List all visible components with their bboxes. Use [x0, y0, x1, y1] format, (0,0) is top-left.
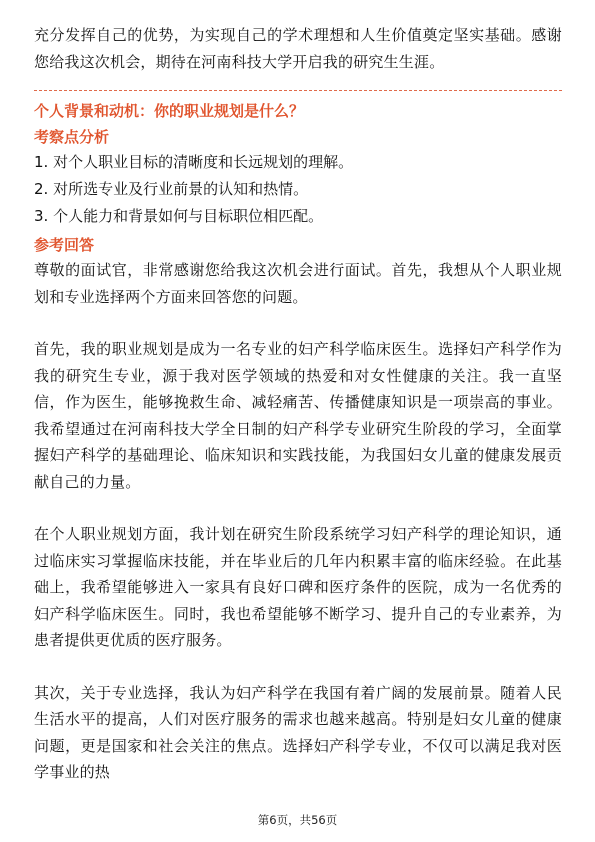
answer-paragraph: 在个人职业规划方面，我计划在研究生阶段系统学习妇产科学的理论知识，通过临床实习掌握临床技能，并在毕业后的几年内积累丰富的临床经验。在此基础上，我希望能够进入一家具有良好口碑和医疗条件的医院，成为一名优秀的妇产科学临床医生。同时，我也希望能够不断学习、提升自己的专业素养，为患者提供更优质的医疗服务。 — [34, 525, 562, 649]
answer-paragraph: 其次，关于专业选择，我认为妇产科学在我国有着广阔的发展前景。随着人民生活水平的提高，人们对医疗服务的需求也越来越高。特别是妇女儿童的健康问题，更是国家和社会关注的焦点。选择妇产科学专业，不仅可以满足我对医学事业的热 — [34, 683, 562, 781]
section-divider — [34, 90, 562, 91]
answer-paragraph: 首先，我的职业规划是成为一名专业的妇产科学临床医生。选择妇产科学作为我的研究生专业，源于我对医学领域的热爱和对女性健康的关注。我一直坚信，作为医生，能够挽救生命、减轻痛苦、传播健康知识是一项崇高的事业。我希望通过在河南科技大学全日制的妇产科学专业研究生阶段的学习，全面掌握妇产科学的基础理论、临床知识和实践技能，为我国妇女儿童的健康发展贡献自己的力量。 — [34, 340, 562, 491]
answer-label: 参考回答 — [34, 236, 95, 254]
paragraph-gap — [34, 495, 562, 521]
analysis-point: 2. 对所选专业及行业前景的认知和热情。 — [34, 180, 309, 198]
analysis-points-list — [34, 149, 562, 230]
intro-paragraph: 充分发挥自己的优势，为实现自己的学术理想和人生价值奠定坚实基础。感谢您给我这次机会，期待在河南科技大学开启我的研究生生涯。 — [34, 26, 562, 71]
analysis-label: 考察点分析 — [34, 128, 110, 146]
document-page — [34, 22, 562, 786]
paragraph-gap — [34, 310, 562, 336]
question-title: 个人背景和动机：你的职业规划是什么？ — [34, 102, 305, 120]
paragraph-gap — [34, 654, 562, 680]
analysis-point: 1. 对个人职业目标的清晰度和长远规划的理解。 — [34, 153, 354, 171]
analysis-point: 3. 个人能力和背景如何与目标职位相匹配。 — [34, 207, 324, 225]
page-number-footer: 第6页，共56页 — [257, 813, 338, 827]
answer-paragraph: 尊敬的面试官，非常感谢您给我这次机会进行面试。首先，我想从个人职业规划和专业选择两个方面来回答您的问题。 — [34, 261, 562, 306]
